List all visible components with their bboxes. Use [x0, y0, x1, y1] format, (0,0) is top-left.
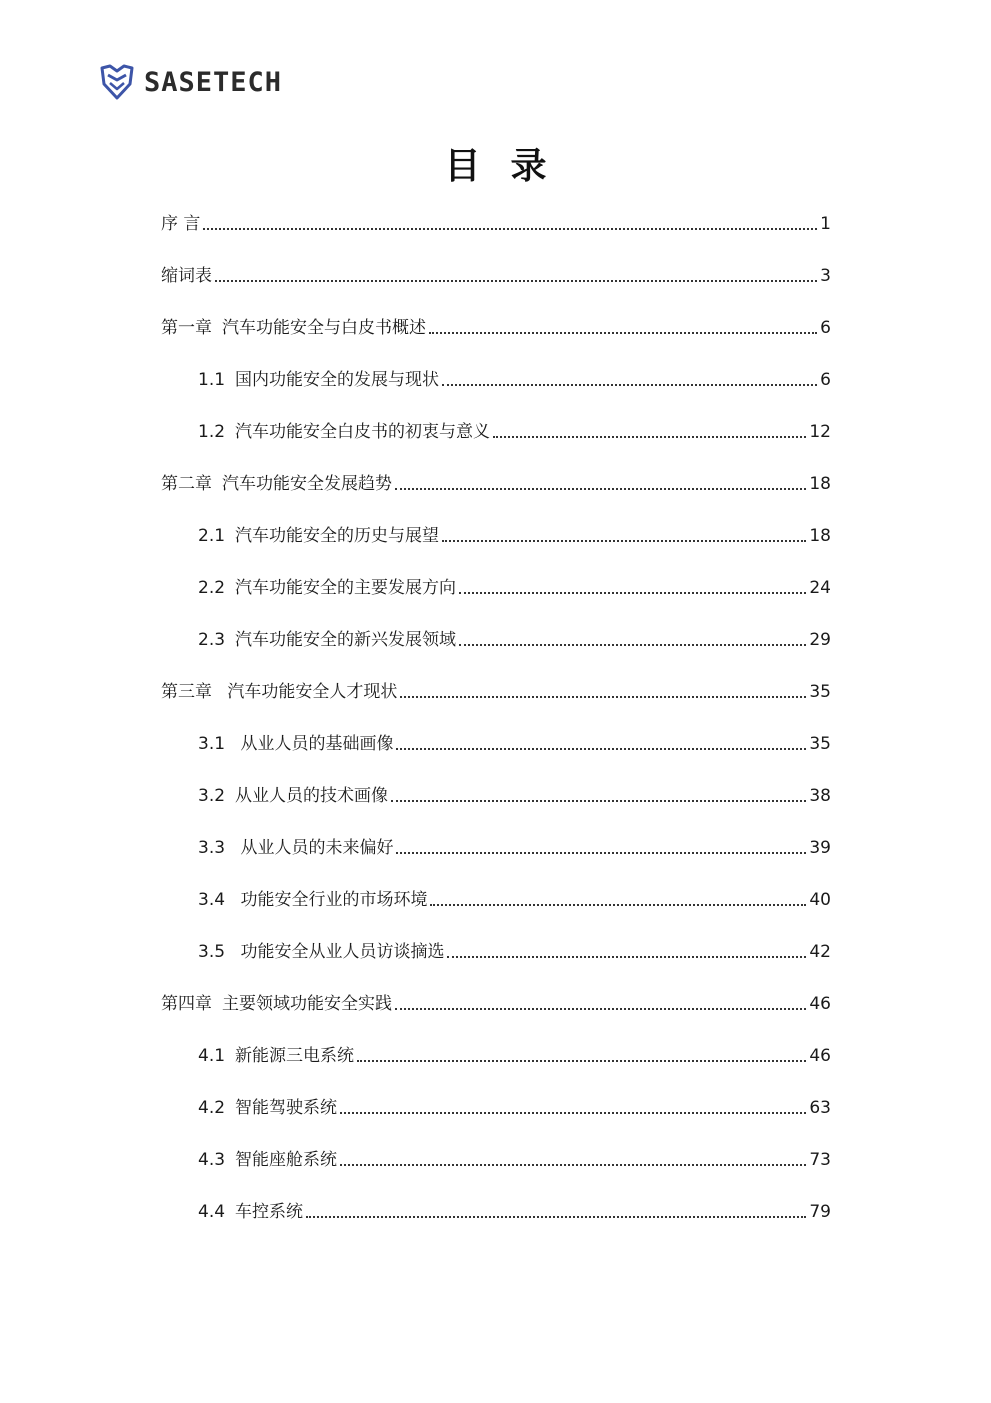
dot-leader	[430, 904, 806, 906]
toc-entry-number: 2.1	[198, 526, 226, 546]
toc-entry-number: 3.3	[198, 838, 226, 858]
toc-entry[interactable]	[161, 472, 831, 496]
toc-entry-label: 序 言	[161, 214, 201, 234]
toc-entry-page: 46	[809, 994, 831, 1014]
toc-entry-page: 12	[809, 422, 831, 442]
dot-leader	[429, 332, 817, 334]
toc-entry-page: 79	[809, 1202, 831, 1222]
toc-entry-number: 4.1	[198, 1046, 226, 1066]
dot-leader	[340, 1164, 806, 1166]
toc-entry-label: 从业人员的基础画像	[235, 734, 394, 754]
toc-entry[interactable]	[198, 1096, 831, 1120]
dot-leader	[459, 644, 806, 646]
dot-leader	[395, 1008, 806, 1010]
toc-entry[interactable]	[198, 524, 831, 548]
toc-entry[interactable]	[198, 1200, 831, 1224]
toc-entry-page: 24	[809, 578, 831, 598]
toc-entry[interactable]	[198, 1148, 831, 1172]
shield-wolf-icon	[100, 64, 134, 100]
dot-leader	[493, 436, 806, 438]
dot-leader	[396, 852, 806, 854]
dot-leader	[306, 1216, 806, 1218]
toc-entry[interactable]	[198, 784, 831, 808]
toc-entry-page: 18	[809, 474, 831, 494]
toc-entry-label: 汽车功能安全的新兴发展领域	[235, 630, 457, 650]
toc-entry[interactable]	[198, 420, 831, 444]
toc-entry-label: 从业人员的技术画像	[235, 786, 389, 806]
toc-entry-label: 缩词表	[161, 266, 212, 286]
toc-entry-label: 汽车功能安全白皮书的初衷与意义	[235, 422, 491, 442]
toc-entry-number: 3.1	[198, 734, 226, 754]
dot-leader	[400, 696, 806, 698]
toc-entry-number: 1.1	[198, 370, 226, 390]
toc-entry-page: 73	[809, 1150, 831, 1170]
toc-entry[interactable]	[161, 212, 831, 236]
toc-entry-label: 汽车功能安全与白皮书概述	[222, 318, 426, 338]
toc-entry-page: 39	[809, 838, 831, 858]
toc-entry-number: 2.3	[198, 630, 226, 650]
toc-entry-label: 主要领域功能安全实践	[222, 994, 392, 1014]
dot-leader	[340, 1112, 806, 1114]
toc-entry[interactable]	[198, 1044, 831, 1068]
toc-entry-label: 新能源三电系统	[235, 1046, 355, 1066]
toc-entry-label: 功能安全行业的市场环境	[235, 890, 428, 910]
toc-entry-page: 38	[809, 786, 831, 806]
toc-entry[interactable]	[161, 992, 831, 1016]
toc-entry-page: 1	[820, 214, 831, 234]
toc-entry-number: 3.4	[198, 890, 226, 910]
dot-leader	[391, 800, 806, 802]
toc-entry-page: 35	[809, 682, 831, 702]
toc-entry-number: 第一章	[161, 318, 212, 338]
dot-leader	[395, 488, 806, 490]
toc-entry-page: 6	[820, 318, 831, 338]
toc-entry-number: 第四章	[161, 994, 212, 1014]
toc-entry-page: 6	[820, 370, 831, 390]
toc-entry-number: 4.3	[198, 1150, 226, 1170]
toc-entry-number: 第二章	[161, 474, 212, 494]
toc-entry-number: 2.2	[198, 578, 226, 598]
toc-entry-page: 40	[809, 890, 831, 910]
dot-leader	[357, 1060, 806, 1062]
toc-entry[interactable]	[198, 940, 831, 964]
toc-entry[interactable]	[198, 836, 831, 860]
toc-entry-page: 35	[809, 734, 831, 754]
brand-name: SASETECH	[144, 66, 283, 98]
toc-entry-label: 汽车功能安全的历史与展望	[235, 526, 440, 546]
toc-entry[interactable]	[198, 888, 831, 912]
toc-entry-number: 1.2	[198, 422, 226, 442]
dot-leader	[215, 280, 817, 282]
brand-logo	[100, 64, 282, 100]
toc-entry-label: 国内功能安全的发展与现状	[235, 370, 440, 390]
toc-entry[interactable]	[198, 732, 831, 756]
toc-entry-label: 从业人员的未来偏好	[235, 838, 394, 858]
toc-entry-page: 29	[809, 630, 831, 650]
dot-leader	[459, 592, 806, 594]
dot-leader	[442, 540, 806, 542]
toc-entry[interactable]	[161, 680, 831, 704]
toc-entry-number: 3.2	[198, 786, 226, 806]
toc-entry[interactable]	[198, 576, 831, 600]
page-title: 目录	[444, 146, 577, 187]
toc-entry[interactable]	[198, 368, 831, 392]
toc-entry-number: 第三章	[161, 682, 212, 702]
toc-entry-number: 4.2	[198, 1098, 226, 1118]
dot-leader	[442, 384, 817, 386]
toc-entry-label: 智能座舱系统	[235, 1150, 338, 1170]
toc-entry-page: 18	[809, 526, 831, 546]
dot-leader	[396, 748, 806, 750]
toc-entry-page: 46	[809, 1046, 831, 1066]
toc-entry-label: 汽车功能安全发展趋势	[222, 474, 392, 494]
toc-entry-label: 汽车功能安全的主要发展方向	[235, 578, 457, 598]
toc-entry-page: 63	[809, 1098, 831, 1118]
toc-entry-page: 3	[820, 266, 831, 286]
toc-entry-label: 汽车功能安全人才现状	[222, 682, 398, 702]
toc-entry[interactable]	[161, 316, 831, 340]
toc-entry-label: 车控系统	[235, 1202, 304, 1222]
toc-entry[interactable]	[198, 628, 831, 652]
toc-entry-label: 智能驾驶系统	[235, 1098, 338, 1118]
dot-leader	[447, 956, 806, 958]
toc-entry[interactable]	[161, 264, 831, 288]
toc-entry-number: 3.5	[198, 942, 226, 962]
toc-entry-page: 42	[809, 942, 831, 962]
toc-entry-label: 功能安全从业人员访谈摘选	[235, 942, 445, 962]
toc-entry-number: 4.4	[198, 1202, 226, 1222]
dot-leader	[203, 228, 817, 230]
